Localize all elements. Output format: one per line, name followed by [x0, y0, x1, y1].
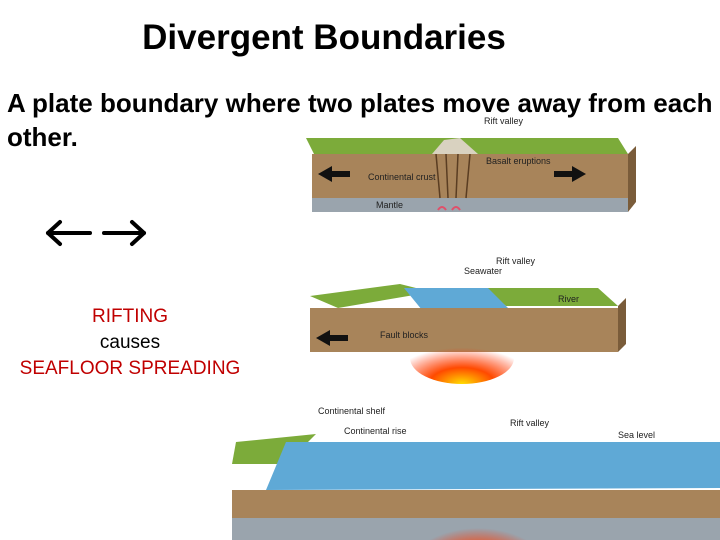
- p1-rift-valley-label: Rift valley: [484, 116, 524, 126]
- p2-river-label: River: [558, 294, 580, 304]
- p3-continental-shelf-label: Continental shelf: [318, 406, 386, 416]
- panel-rift-valley: [310, 256, 626, 384]
- slide-subtitle: A plate boundary where two plates move away from each other.: [7, 88, 713, 152]
- seafloor-spreading-label: SEAFLOOR SPREADING: [19, 358, 241, 379]
- slide-title: Divergent Boundaries: [142, 18, 506, 57]
- double-arrow-icon: [44, 218, 154, 248]
- panel-ocean-basin: [232, 406, 720, 540]
- divergent-boundary-diagram: [226, 112, 720, 540]
- panel-continental-rift: [306, 116, 636, 212]
- p3-rift-valley-label: Rift valley: [510, 418, 550, 428]
- p2-fault-blocks-label: Fault blocks: [380, 330, 429, 340]
- p3-continental-rise-label: Continental rise: [344, 426, 407, 436]
- rifting-label: RIFTING: [92, 306, 168, 327]
- p2-seawater-label: Seawater: [464, 266, 503, 276]
- causes-label: causes: [99, 332, 161, 353]
- p1-mantle-label: Mantle: [376, 200, 404, 210]
- p3-sea-level-label: Sea level: [618, 430, 656, 440]
- p1-continental-crust-label: Continental crust: [368, 172, 436, 182]
- p2-rift-valley-label: Rift valley: [496, 256, 536, 266]
- p1-basalt-eruptions-label: Basalt eruptions: [486, 156, 551, 166]
- rifting-explanation: [0, 304, 260, 382]
